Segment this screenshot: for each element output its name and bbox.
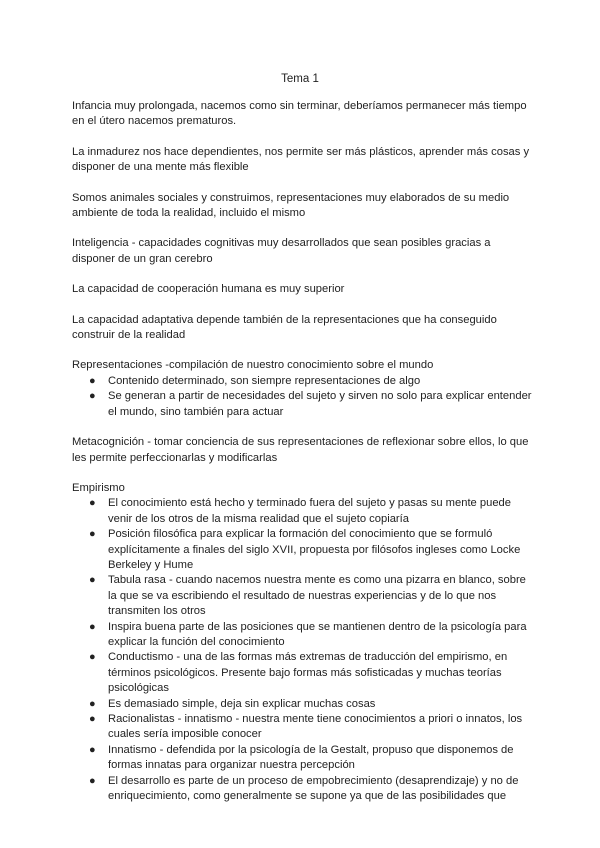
- list-item-text: Racionalistas - innatismo - nuestra mente tiene conocimientos a priori o innatos, los cuales sería imposible conocer: [108, 713, 523, 741]
- bullet-icon: ●: [89, 620, 96, 633]
- list-item: [72, 496, 534, 527]
- paragraph-capacidad-adaptativa: La capacidad adaptativa depende también de la representaciones que ha conseguido construir de la realidad: [72, 313, 497, 342]
- list-item: [72, 774, 534, 805]
- list-item-text: El conocimiento está hecho y terminado fuera del sujeto y pasas su mente puede venir de los otros de la misma realidad que el sujeto copiaría: [108, 497, 511, 525]
- list-item: [72, 527, 534, 573]
- bullet-icon: ●: [89, 713, 96, 725]
- list-item-text: Contenido determinado, son siempre representaciones de algo: [108, 374, 421, 387]
- list-item: [72, 650, 534, 696]
- bullet-icon: ●: [89, 497, 96, 510]
- section-heading-representaciones: Representaciones -compilación de nuestro conocimiento sobre el mundo: [72, 359, 434, 372]
- document-title: Tema 1: [281, 73, 319, 85]
- section-representaciones: [72, 358, 534, 420]
- list-item-text: Es demasiado simple, deja sin explicar muchas cosas: [108, 697, 376, 710]
- paragraph-inmadurez: La inmadurez nos hace dependientes, nos permite ser más plásticos, aprender más cosas y disponer de una mente más flexible: [72, 145, 530, 174]
- list-item-text: Se generan a partir de necesidades del sujeto y sirven no solo para explicar entender el mundo, sino también para actuar: [108, 390, 532, 418]
- paragraph-cooperacion: La capacidad de cooperación humana es muy superior: [72, 283, 345, 296]
- bullet-icon: ●: [89, 574, 96, 587]
- paragraph-inteligencia: Inteligencia - capacidades cognitivas muy desarrollados que sean posibles gracias a disponer de un gran cerebro: [72, 237, 491, 265]
- list-item-text: Conductismo - una de las formas más extremas de traducción del empirismo, en términos psicológicos. Presente bajo formas más sofisticadas y muchas teorías psicológicas: [108, 651, 508, 695]
- bullet-icon: ●: [89, 774, 96, 787]
- list-item: [72, 389, 534, 420]
- list-item: [72, 573, 534, 619]
- paragraph-animales-sociales: Somos animales sociales y construimos, representaciones muy elaborados de su medio ambiente de toda la realidad, incluido el mismo: [72, 191, 510, 220]
- list-item-text: Inspira buena parte de las posiciones que se mantienen dentro de la psicología para explicar la función del conocimiento: [108, 620, 527, 648]
- list-item: [72, 712, 534, 743]
- list-item-text: Tabula rasa - cuando nacemos nuestra mente es como una pizarra en blanco, sobre la que se va escribiendo el resultado de nuestras experiencias y de lo que nos transmiten los otros: [108, 574, 526, 618]
- list-item-text: Innatismo - defendida por la psicología de la Gestalt, propuso que disponemos de formas innatas para organizar nuestra percepción: [108, 743, 514, 772]
- paragraph-metacognicion: Metacognición - tomar conciencia de sus representaciones de reflexionar sobre ellos, lo que les permite perfeccionarlas y modificarlas: [72, 436, 529, 464]
- list-item: [72, 374, 534, 389]
- list-item-text: Posición filosófica para explicar la formación del conocimiento que se formuló explícitamente a finales del siglo XVII, propuesta por filósofos ingleses como Locke Berkeley y Hume: [108, 528, 521, 571]
- bullet-icon: ●: [89, 743, 96, 756]
- bullet-list-representaciones: [72, 374, 534, 420]
- list-item: [72, 743, 534, 774]
- bullet-icon: ●: [89, 374, 96, 387]
- document-body: [72, 99, 534, 819]
- bullet-icon: ●: [89, 390, 96, 403]
- paragraph-infancia: Infancia muy prolongada, nacemos como sin terminar, deberíamos permanecer más tiempo en el útero nacemos prematuros.: [72, 100, 527, 128]
- bullet-icon: ●: [89, 651, 96, 664]
- bullet-icon: ●: [89, 528, 96, 541]
- section-heading-empirismo: Empirismo: [72, 481, 125, 494]
- bullet-icon: ●: [89, 697, 96, 710]
- bullet-list-empirismo: [72, 496, 534, 804]
- list-item: [72, 697, 534, 712]
- list-item-text: El desarrollo es parte de un proceso de empobrecimiento (desaprendizaje) y no de enriquecimiento, como generalmente se supone ya que de las posibilidades que: [108, 774, 519, 803]
- section-empirismo: [72, 481, 534, 805]
- list-item: [72, 620, 534, 651]
